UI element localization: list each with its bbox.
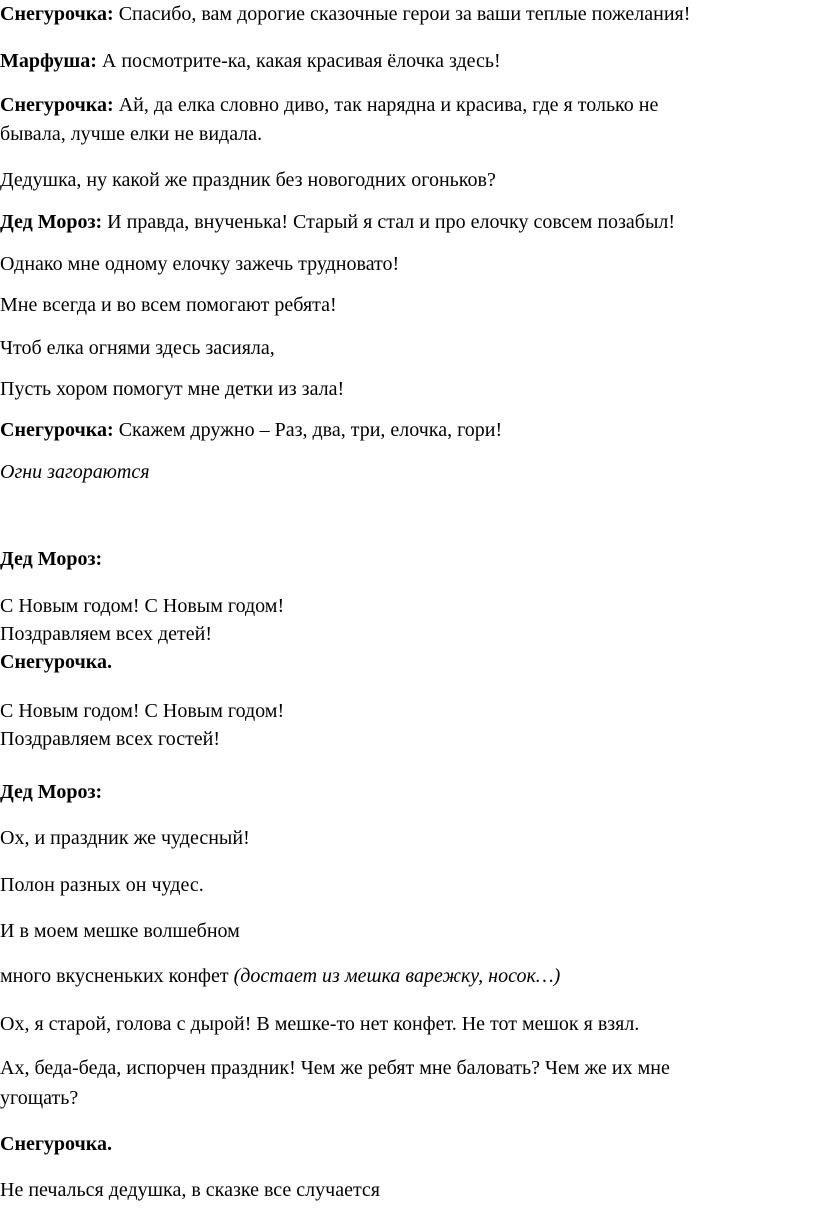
- line-28: [0, 1177, 380, 1203]
- line-3: [0, 92, 658, 118]
- speaker-label: Снегурочка:: [0, 419, 114, 441]
- line-8: [0, 292, 337, 318]
- speaker-label: Снегурочка.: [0, 651, 113, 673]
- line-19: [0, 779, 102, 805]
- line-text: Скажем дружно – Раз, два, три, елочка, гори!: [113, 419, 503, 441]
- line-text: Спасибо, вам дорогие сказочные герои за ваши теплые пожелания!: [113, 3, 691, 25]
- line-text: много вкусненьких конфет: [0, 965, 234, 987]
- line-11: [0, 417, 502, 443]
- stage-direction-text: Огни загораются: [0, 461, 150, 483]
- line-27: [0, 1131, 112, 1157]
- line-2: [0, 48, 501, 74]
- line-text: Дедушка, ну какой же праздник без новогодних огоньков?: [0, 169, 496, 191]
- line-text: Ох, и праздник же чудесный!: [0, 827, 250, 849]
- line-text: Не печалься дедушка, в сказке все случается: [0, 1179, 381, 1201]
- line-15: [0, 621, 212, 647]
- line-16: [0, 649, 112, 675]
- speaker-label: Марфуша:: [0, 50, 97, 72]
- line-text: Поздравляем всех гостей!: [0, 728, 221, 750]
- line-14: [0, 593, 284, 619]
- line-1: [0, 1, 690, 27]
- line-9: [0, 335, 275, 361]
- line-text: Ох, я старой, голова с дырой! В мешке-то нет конфет. Не тот мешок я взял.: [0, 1013, 640, 1035]
- line-20: [0, 825, 250, 851]
- line-10: [0, 376, 344, 402]
- line-text: Мне всегда и во всем помогают ребята!: [0, 294, 337, 316]
- speaker-label: Снегурочка:: [0, 94, 114, 116]
- line-17: [0, 698, 284, 724]
- stage-direction-text: (достает из мешка варежку, носок…): [233, 965, 561, 987]
- speaker-label: Дед Мороз:: [0, 781, 103, 803]
- line-text: бывала, лучше елки не видала.: [0, 123, 263, 145]
- line-23: [0, 963, 560, 989]
- line-24: [0, 1011, 639, 1037]
- speaker-label: Дед Мороз:: [0, 548, 103, 570]
- line-18: [0, 726, 220, 752]
- stage-direction: [0, 459, 150, 485]
- line-7: [0, 251, 399, 277]
- line-text: С Новым годом! С Новым годом!: [0, 700, 285, 722]
- speaker-label: Дед Мороз:: [0, 211, 103, 233]
- line-25: [0, 1055, 670, 1081]
- line-text: Чтоб елка огнями здесь засияла,: [0, 337, 275, 359]
- line-text: Ах, беда-беда, испорчен праздник! Чем же ребят мне баловать? Чем же их мне: [0, 1057, 670, 1079]
- line-13: [0, 546, 102, 572]
- line-text: Ай, да елка словно диво, так нарядна и красива, где я только не: [113, 94, 659, 116]
- line-text: Пусть хором помогут мне детки из зала!: [0, 378, 345, 400]
- speaker-label: Снегурочка:: [0, 3, 114, 25]
- line-text: С Новым годом! С Новым годом!: [0, 595, 285, 617]
- line-text: И правда, внученька! Старый я стал и про елочку совсем позабыл!: [102, 211, 676, 233]
- line-26: [0, 1085, 78, 1111]
- line-text: И в моем мешке волшебном: [0, 920, 240, 942]
- line-22: [0, 918, 240, 944]
- line-text: Однако мне одному елочку зажечь трудновато!: [0, 253, 400, 275]
- speaker-label: Снегурочка.: [0, 1133, 113, 1155]
- line-text: А посмотрите-ка, какая красивая ёлочка здесь!: [96, 50, 501, 72]
- line-4: [0, 121, 262, 147]
- line-6: [0, 209, 675, 235]
- line-text: Поздравляем всех детей!: [0, 623, 213, 645]
- line-5: [0, 167, 496, 193]
- line-text: Полон разных он чудес.: [0, 874, 204, 896]
- line-text: угощать?: [0, 1087, 79, 1109]
- line-21: [0, 872, 204, 898]
